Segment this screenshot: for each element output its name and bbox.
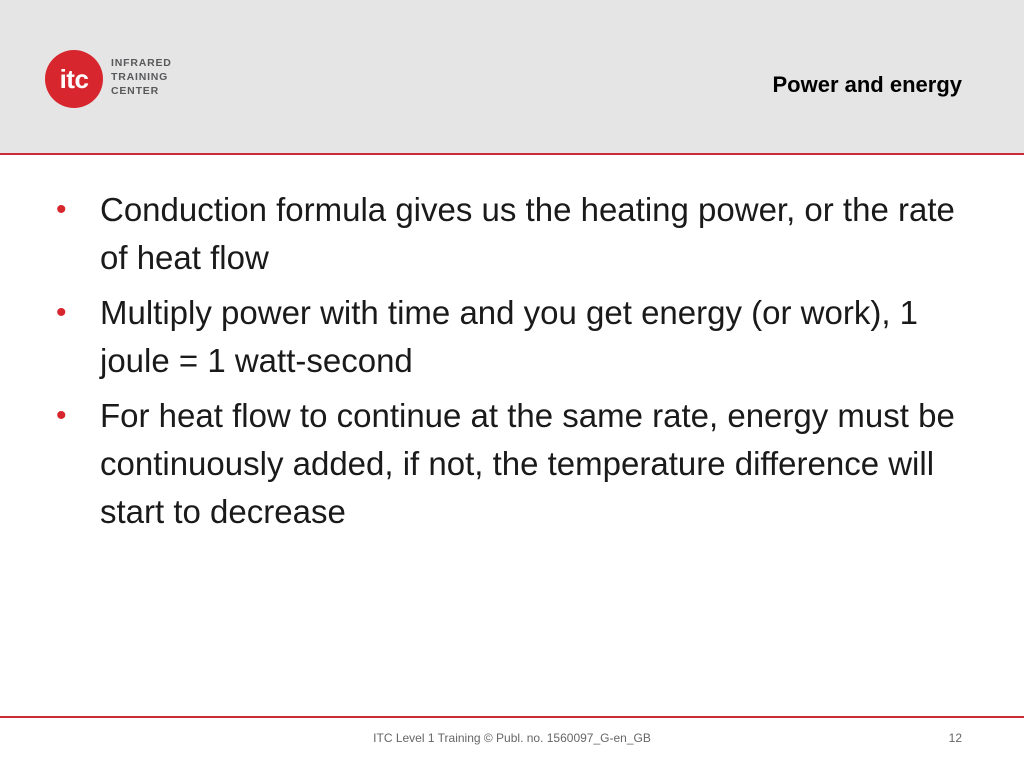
bullet-dot-icon: •: [56, 296, 67, 329]
logo-line-1: INFRARED: [111, 57, 172, 69]
bullet-text: Multiply power with time and you get energy (or work), 1 joule = 1 watt-second: [100, 294, 919, 379]
bullet-item: [56, 392, 966, 536]
slide-header: [0, 0, 1024, 155]
bullet-item: [56, 186, 966, 282]
itc-logo: [45, 50, 185, 108]
page-number: 12: [948, 731, 962, 745]
bullet-text: Conduction formula gives us the heating power, or the rate of heat flow: [100, 191, 955, 276]
logo-line-2: TRAINING: [111, 71, 169, 83]
footer-divider: [0, 716, 1024, 718]
footer-text: ITC Level 1 Training © Publ. no. 1560097_G-en_GB: [373, 731, 651, 745]
bullet-item: [56, 289, 966, 385]
logo-wordmark: [111, 56, 191, 98]
slide-title: Power and energy: [772, 72, 962, 97]
logo-badge: itc: [45, 50, 103, 108]
bullet-dot-icon: •: [56, 193, 67, 226]
bullet-text: For heat flow to continue at the same rate, energy must be continuously added, if not, the temperature difference will start to decrease: [100, 397, 955, 530]
bullet-list: [56, 186, 966, 543]
logo-line-3: CENTER: [111, 85, 159, 97]
bullet-dot-icon: •: [56, 399, 67, 432]
